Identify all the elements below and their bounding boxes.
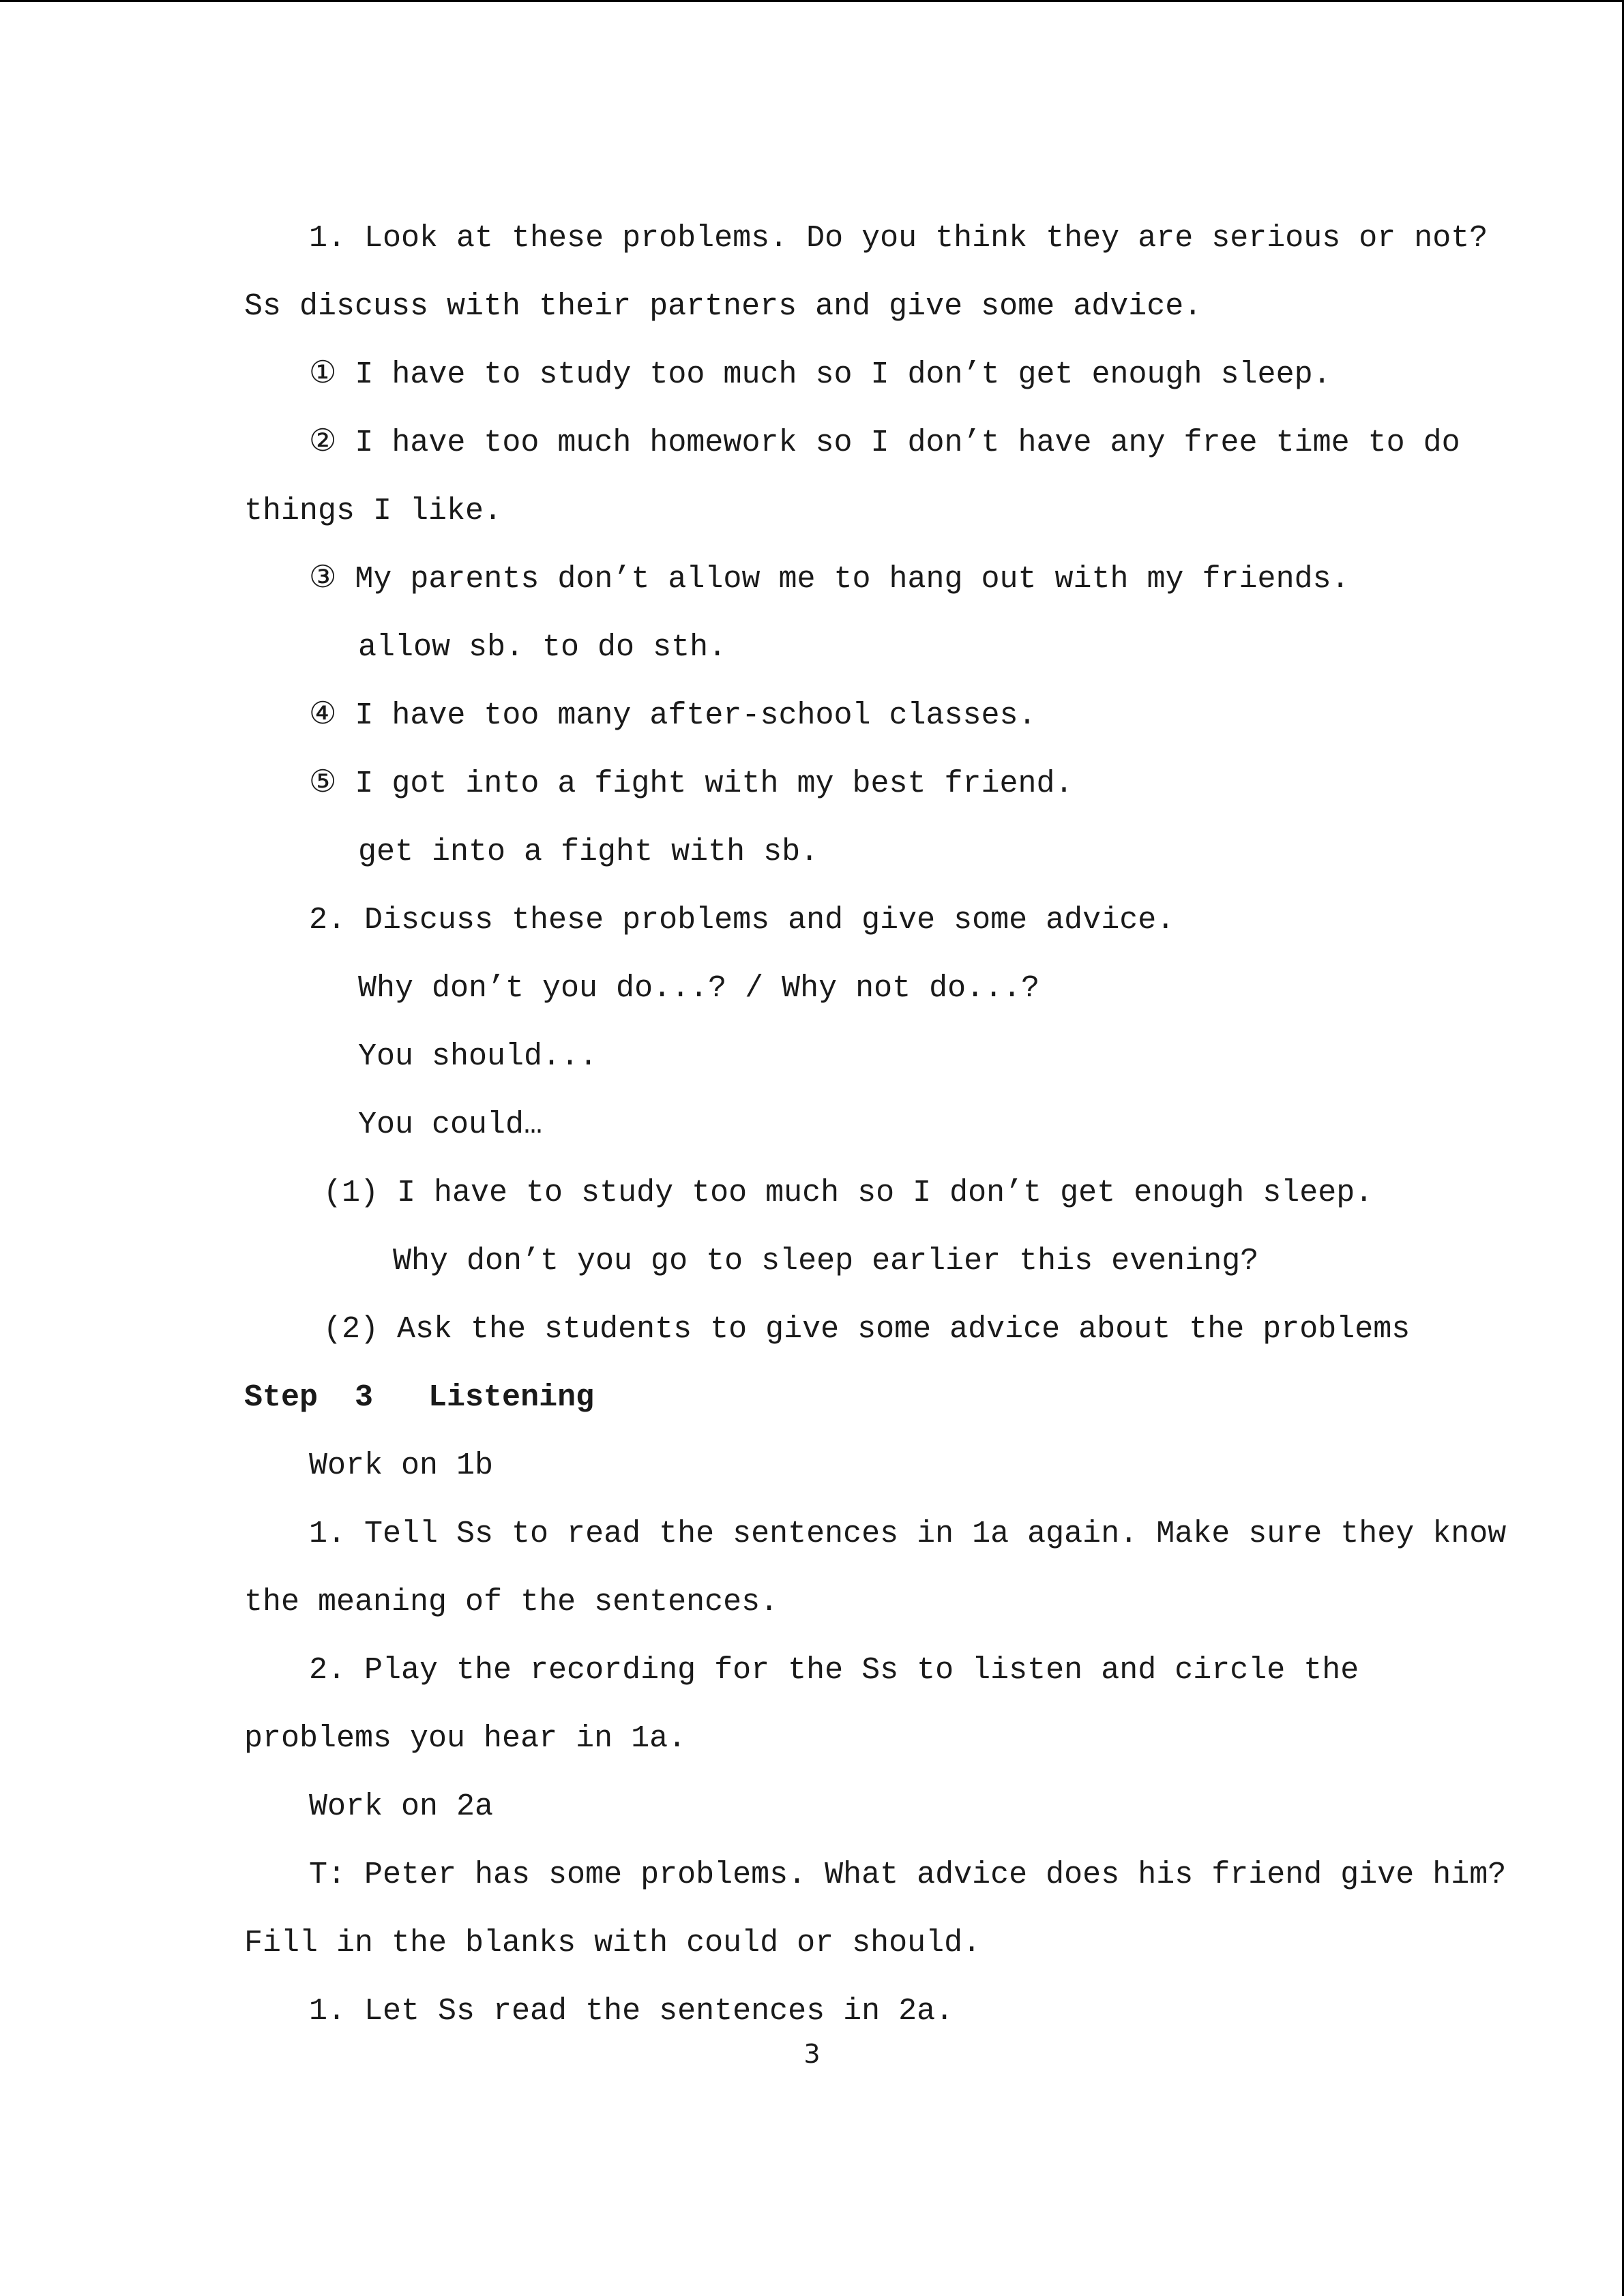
- doc-line-2: Ss discuss with their partners and give some advice.: [244, 289, 1202, 324]
- doc-line-20: 1. Tell Ss to read the sentences in 1a again. Make sure they know: [309, 1517, 1507, 1551]
- doc-line-1: 1. Look at these problems. Do you think they are serious or not?: [309, 221, 1488, 256]
- doc-line-16: Why don’t you go to sleep earlier this evening?: [393, 1244, 1259, 1279]
- page-number: 3: [803, 2039, 821, 2069]
- document-body: [244, 205, 1507, 2046]
- doc-line-13: You should...: [358, 1039, 598, 1074]
- doc-line-10: get into a fight with sb.: [358, 835, 819, 869]
- doc-line-5: things I like.: [244, 494, 503, 528]
- doc-line-23: problems you hear in 1a.: [244, 1721, 687, 1756]
- doc-line-24: Work on 2a: [309, 1789, 494, 1824]
- doc-line-6: ③ My parents don’t allow me to hang out with my friends.: [309, 562, 1350, 597]
- doc-line-22: 2. Play the recording for the Ss to listen and circle the: [309, 1653, 1359, 1688]
- doc-line-27: 1. Let Ss read the sentences in 2a.: [309, 1994, 954, 2029]
- doc-line-11: 2. Discuss these problems and give some advice.: [309, 903, 1175, 938]
- step-heading: Step 3 Listening: [244, 1380, 595, 1415]
- doc-line-7: allow sb. to do sth.: [358, 630, 727, 665]
- page-top-border: [0, 0, 1624, 2]
- doc-line-15: (1) I have to study too much so I don’t get enough sleep.: [323, 1176, 1374, 1210]
- doc-line-12: Why don’t you do...? / Why not do...?: [358, 971, 1040, 1006]
- doc-line-8: ④ I have too many after-school classes.: [309, 698, 1037, 733]
- doc-line-17: (2) Ask the students to give some advice about the problems: [323, 1312, 1411, 1347]
- doc-line-4: ② I have too much homework so I don’t have any free time to do: [309, 426, 1460, 460]
- doc-line-9: ⑤ I got into a fight with my best friend.: [309, 766, 1074, 801]
- doc-line-19: Work on 1b: [309, 1448, 494, 1483]
- doc-line-25: T: Peter has some problems. What advice does his friend give him?: [309, 1858, 1507, 1892]
- doc-line-26: Fill in the blanks with could or should.: [244, 1926, 981, 1960]
- doc-line-21: the meaning of the sentences.: [244, 1585, 779, 1620]
- doc-line-14: You could…: [358, 1107, 543, 1142]
- doc-line-3: ① I have to study too much so I don’t get enough sleep.: [309, 357, 1331, 392]
